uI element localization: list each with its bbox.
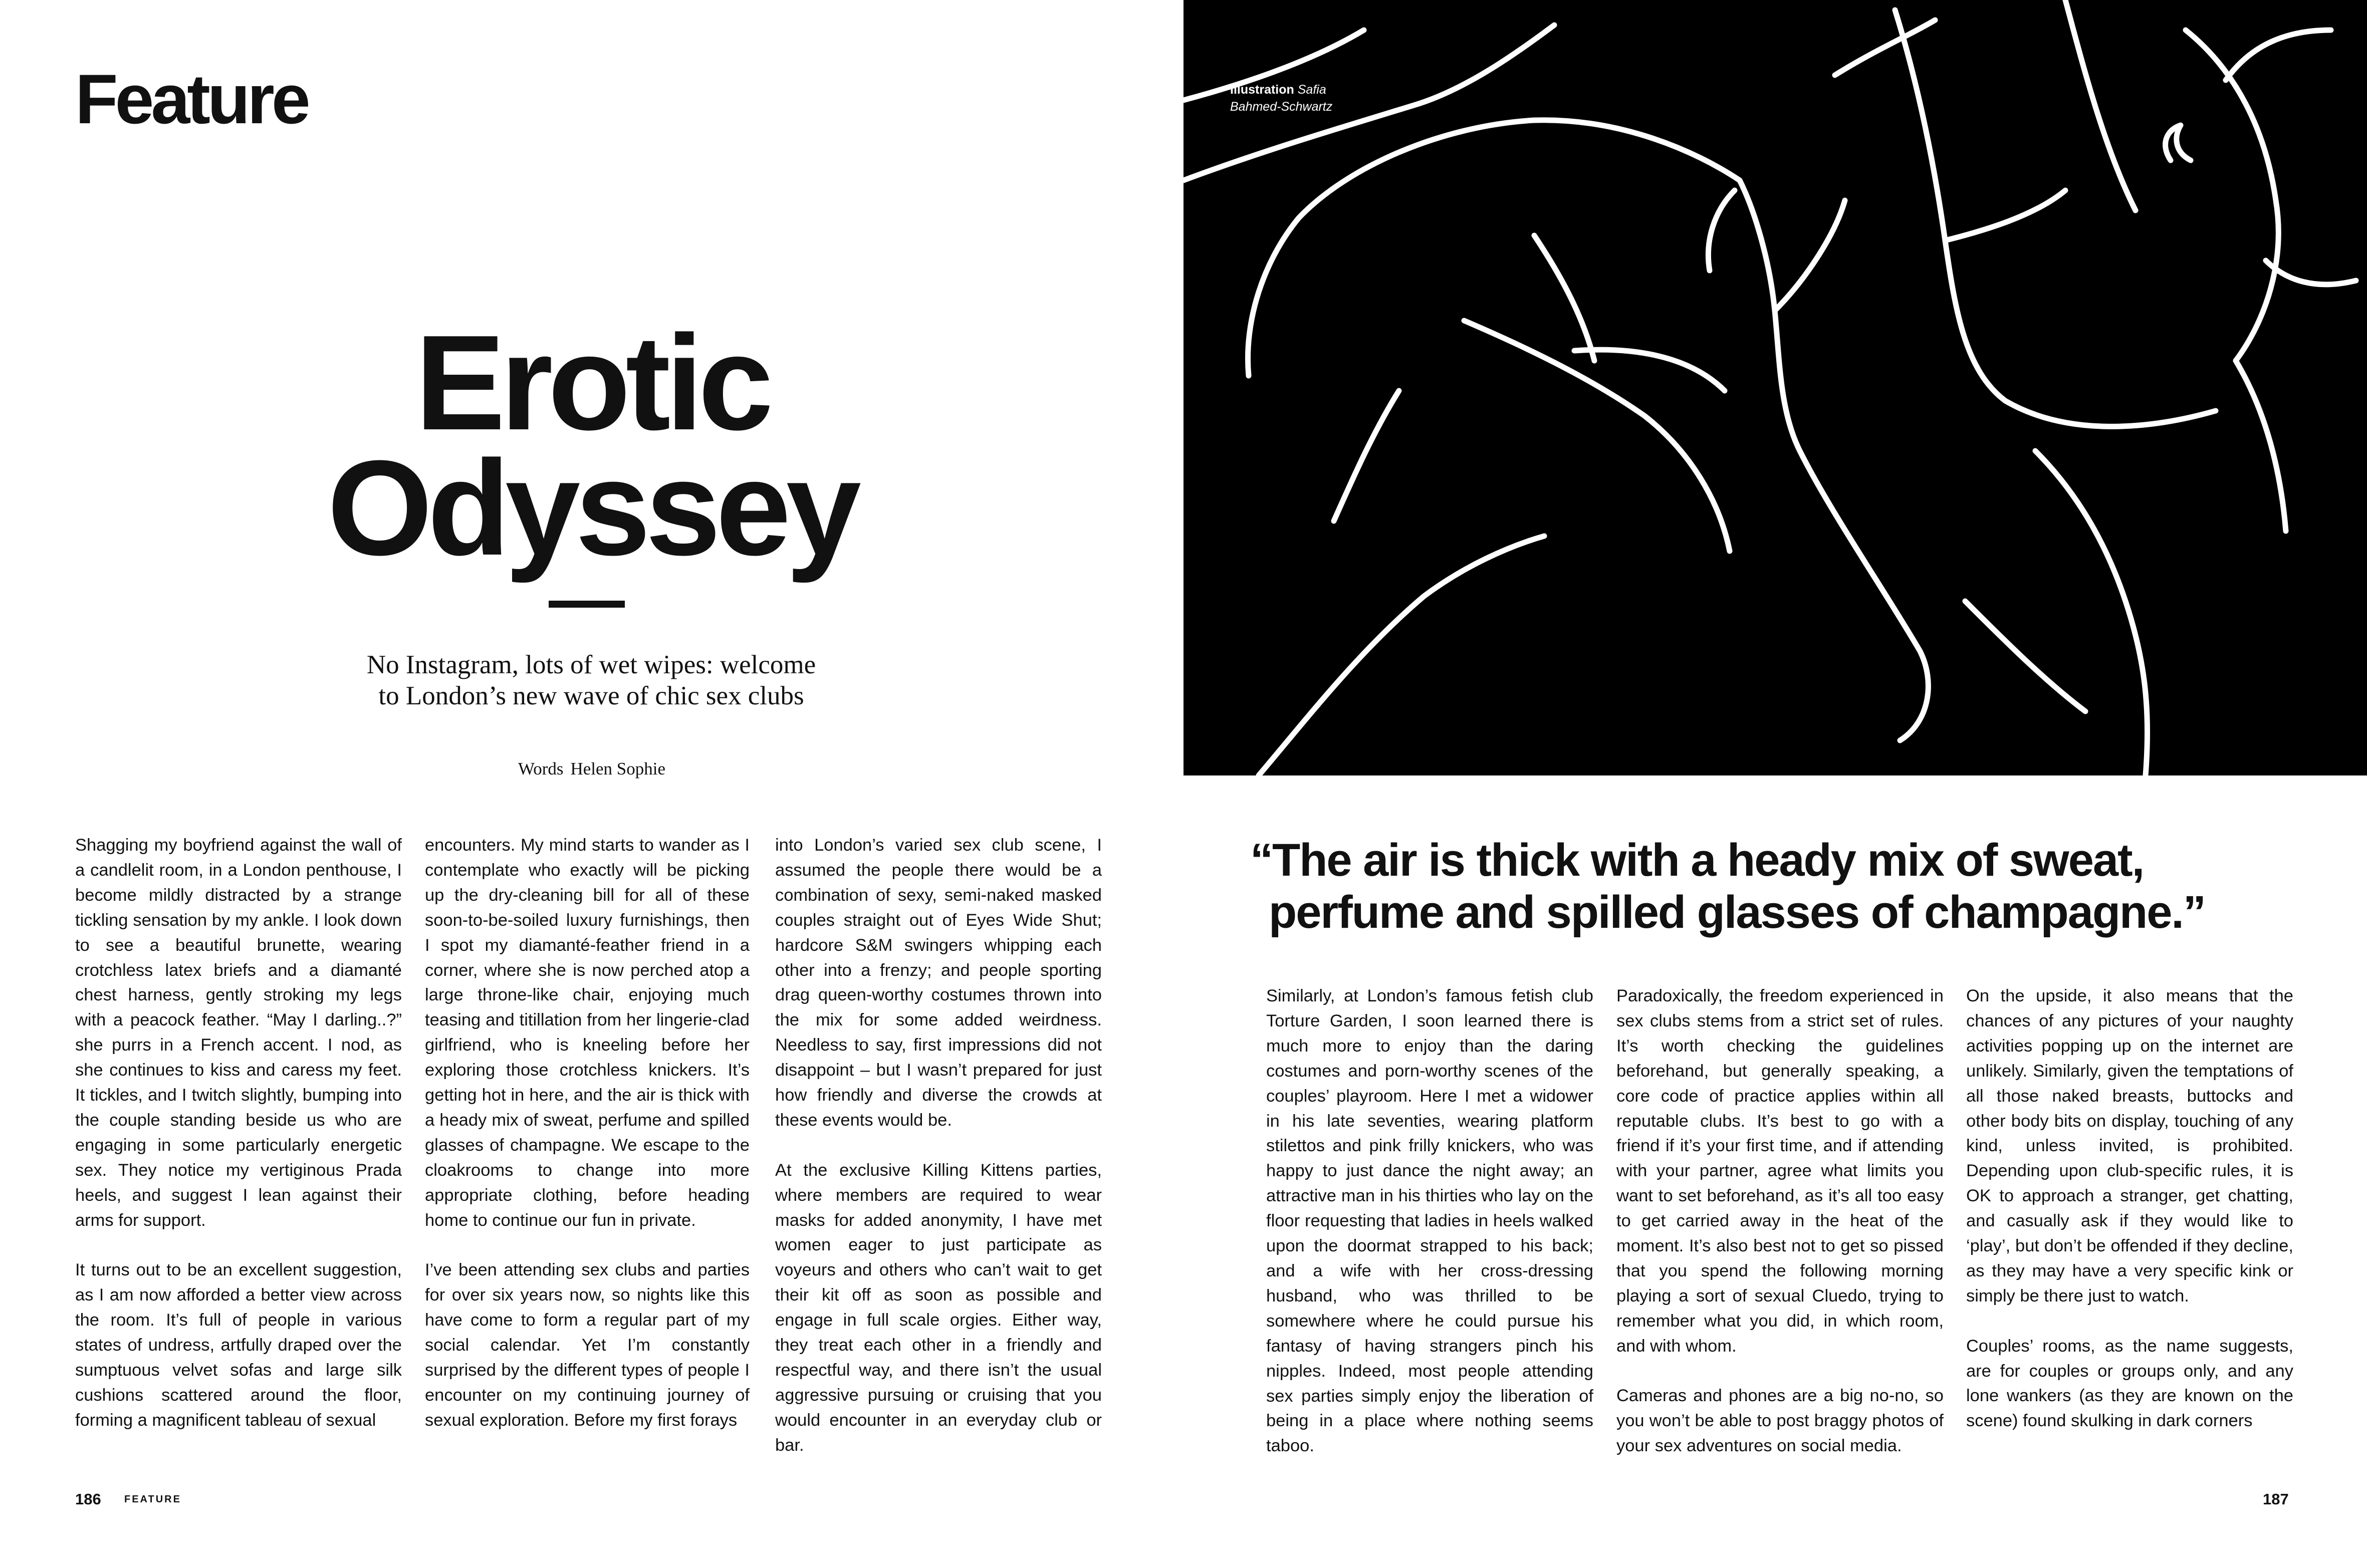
pull-quote-line-2: perfume and spilled glasses of champagne.”: [1269, 887, 2205, 938]
body-column-5: [1616, 984, 1944, 1459]
paragraph: Shagging my boyfriend against the wall of a candlelit room, in a London penthouse, I become mildly distracted by a strange tickling sensation by my ankle. I look down to see a beautiful brunette, wearing crotchless latex briefs and a diamanté chest harness, gently stroking my legs with a peacock feather. “May I darling..?” she purrs in a French accent. I nod, as she continues to kiss and caress my feet. It tickles, and I twitch slightly, bumping into the couple standing beside us who are engaging in some particularly energetic sex. They notice my vertiginous Prada heels, and suggest I lean against their arms for support.: [75, 836, 402, 1230]
line-art-illustration: [1184, 0, 2367, 775]
page-number: 186: [75, 1490, 101, 1508]
paragraph: Cameras and phones are a big no-no, so you won’t be able to post braggy photos of your sex adventures on social media.: [1616, 1386, 1944, 1456]
headline-line-2: Odyssey: [327, 433, 856, 584]
byline-author: Helen Sophie: [570, 759, 666, 778]
paragraph: Paradoxically, the freedom experienced in sex clubs stems from a strict set of rules. It’s worth checking the guidelines beforehand, but generally speaking, a core code of practice applies within all reputable clubs. It’s best to go with a friend if it’s your first time, and if attending with your partner, agree what limits you want to set beforehand, as it’s all too easy to get carried away in the heat of the moment. It’s also best not to get so pissed that you spend the following morning playing a sort of sexual Cluedo, trying to remember what you did, in which room, and with whom.: [1616, 986, 1944, 1356]
standfirst-line-1: No Instagram, lots of wet wipes: welcome: [366, 650, 816, 679]
nude-figure-drawing: [1184, 0, 2367, 775]
body-column-6: [1966, 984, 2293, 1434]
standfirst: [281, 649, 902, 711]
pull-quote: [1250, 834, 2252, 938]
paragraph: I’ve been attending sex clubs and parties for over six years now, so nights like this have come to form a regular part of my social calendar. Yet I’m constantly surprised by the different types of people I encounter on my continuing journey of sexual exploration. Before my first forays: [425, 1260, 750, 1430]
byline: [0, 759, 1184, 779]
headline: [0, 308, 1184, 584]
body-column-3: [775, 833, 1102, 1458]
folio-section: FEATURE: [124, 1494, 181, 1505]
paragraph: It turns out to be an excellent suggestion, as I am now afforded a better view across the room. It’s full of people in various states of undress, artfully draped over the sumptuous velvet sofas and large silk cushions scattered around the floor, forming a magnificent tableau of sexual: [75, 1260, 402, 1430]
paragraph: On the upside, it also means that the chances of any pictures of your naughty activities popping up on the internet are unlikely. Similarly, given the temptations of all those naked breasts, buttocks and other body bits on display, touching of any kind, unless invited, is prohibited. Depending upon club-specific rules, it is OK to approach a stranger, get chatting, and casually ask if they would like to ‘play’, but don’t be offended if they decline, as they may have a very specific kink or simply be there just to watch.: [1966, 986, 2293, 1305]
body-column-4: [1266, 984, 1593, 1459]
page-number: 187: [2263, 1490, 2289, 1508]
standfirst-line-2: to London’s new wave of chic sex clubs: [378, 681, 804, 710]
paragraph: into London’s varied sex club scene, I assumed the people there would be a combination of sexy, semi-naked masked couples straight out of Eyes Wide Shut; hardcore S&M swingers whipping each other into a frenzy; and people sporting drag queen-worthy costumes thrown into the mix for some added weirdness. Needless to say, first impressions did not disappoint – but I wasn’t prepared for just how friendly and diverse the crowds at these events would be.: [775, 836, 1102, 1130]
illustration-credit: [1230, 81, 1332, 115]
credit-label: Illustration: [1230, 83, 1294, 97]
paragraph: Similarly, at London’s famous fetish club Torture Garden, I soon learned there is much more to enjoy than the daring costumes and porn-worthy scenes of the couples’ playroom. Here I met a widower in his late seventies, wearing platform stilettos and pink frilly knickers, who was happy to just dance the night away; an attractive man in his thirties who lay on the floor requesting that ladies in heels walked upon the doormat strapped to his back; and a wife with her cross-dressing husband, who was thrilled to be somewhere where he could pursue his fantasy of having strangers pinch his nipples. Indeed, most people attending sex parties simply enjoy the liberation of being in a place where nothing seems taboo.: [1266, 986, 1593, 1456]
paragraph: Couples’ rooms, as the name suggests, are for couples or groups only, and any lone wankers (as they are known on the scene) found skulking in dark corners: [1966, 1336, 2293, 1431]
credit-name-2: Bahmed-Schwartz: [1230, 100, 1333, 114]
byline-label: Words: [518, 759, 564, 778]
headline-rule: [549, 601, 625, 608]
body-column-1: [75, 833, 402, 1433]
credit-name-1: Safia: [1297, 83, 1326, 97]
section-label: Feature: [75, 60, 308, 138]
body-column-2: [425, 833, 750, 1433]
paragraph: At the exclusive Killing Kittens parties, where members are required to wear masks for added anonymity, I have met women eager to just participate as voyeurs and others who can’t wait to get their kit off as soon as possible and engage in full scale orgies. Either way, they treat each other in a friendly and respectful way, and there isn’t the usual aggressive pursuing or cruising that you would encounter in an everyday club or bar.: [775, 1160, 1102, 1455]
pull-quote-line-1: “The air is thick with a heady mix of sweat,: [1250, 835, 2144, 886]
headline-line-1: Erotic: [415, 308, 769, 458]
paragraph: encounters. My mind starts to wander as I contemplate who exactly will be picking up the dry-cleaning bill for all of these soon-to-be-soiled luxury furnishings, then I spot my diamanté-feather friend in a corner, where she is now perched atop a large throne-like chair, enjoying much teasing and titillation from her lingerie-clad girlfriend, who is kneeling before her exploring those crotchless knickers. It’s getting hot in here, and the air is thick with a heady mix of sweat, perfume and spilled glasses of champagne. We escape to the cloakrooms to change into more appropriate clothing, before heading home to continue our fun in private.: [425, 836, 750, 1230]
